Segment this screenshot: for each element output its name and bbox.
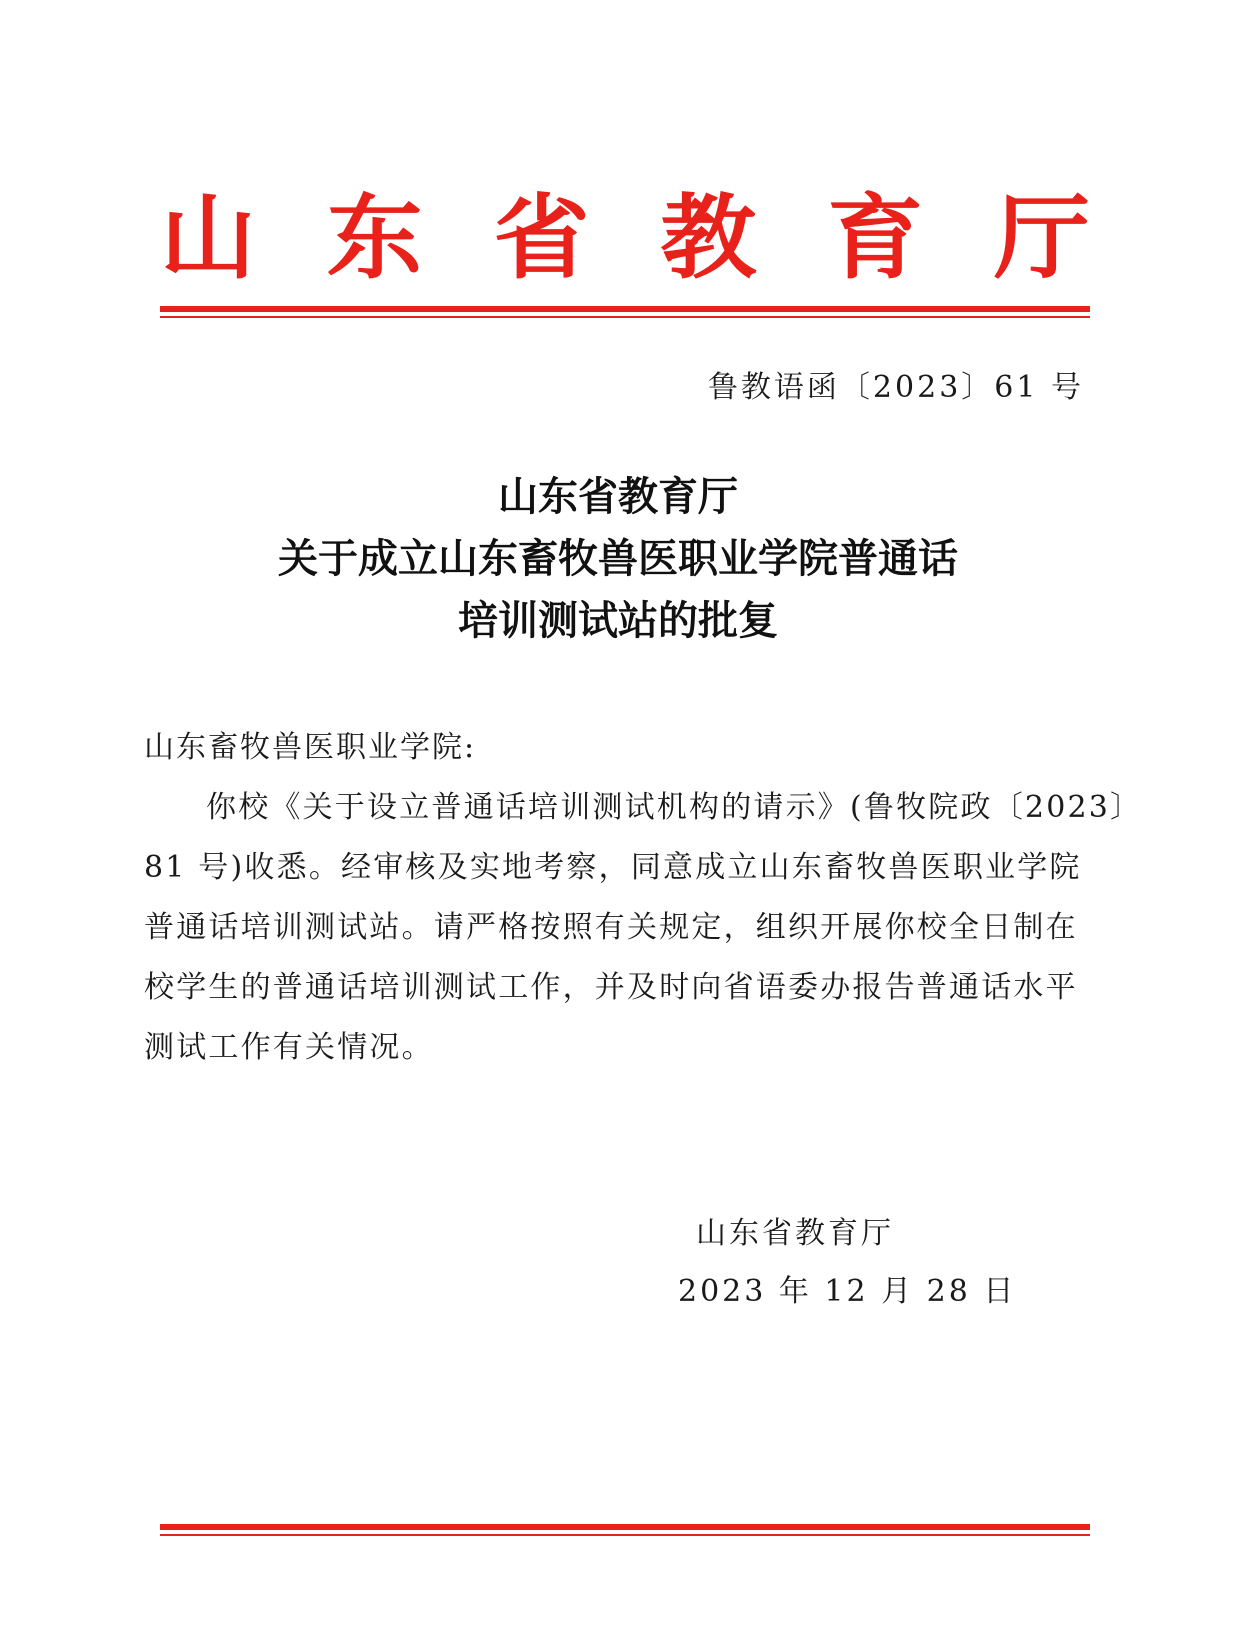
body-line-4: 校学生的普通话培训测试工作，并及时向省语委办报告普通话水平 bbox=[144, 970, 1078, 1005]
body-line-2: 81 号)收悉。经审核及实地考察，同意成立山东畜牧兽医职业学院 bbox=[144, 850, 1082, 885]
red-rule-thin bbox=[160, 316, 1090, 318]
addressee: 山东畜牧兽医职业学院: bbox=[144, 730, 477, 765]
document-title-line-3: 培训测试站的批复 bbox=[458, 597, 778, 644]
letterhead bbox=[160, 183, 1090, 292]
body-line-3: 普通话培训测试站。请严格按照有关规定，组织开展你校全日制在 bbox=[144, 910, 1078, 945]
body-line-1: 你校《关于设立普通话培训测试机构的请示》(鲁牧院政〔2023〕 bbox=[206, 790, 1143, 825]
red-rule-thin bbox=[160, 1534, 1090, 1536]
red-rule-thick bbox=[160, 1524, 1090, 1530]
footer-red-rule bbox=[160, 1524, 1090, 1540]
letterhead-char: 山 bbox=[160, 183, 256, 292]
letterhead-char: 厅 bbox=[993, 183, 1090, 292]
signature-date: 2023 年 12 月 28 日 bbox=[678, 1274, 1017, 1309]
document-number: 鲁教语函〔2023〕61 号 bbox=[707, 370, 1084, 405]
letterhead-red-rule bbox=[160, 306, 1090, 322]
letterhead-char: 育 bbox=[827, 183, 924, 292]
signature-organization: 山东省教育厅 bbox=[696, 1216, 894, 1251]
letterhead-char: 教 bbox=[660, 183, 757, 292]
letterhead-char: 省 bbox=[493, 183, 590, 292]
body-line-5: 测试工作有关情况。 bbox=[144, 1030, 434, 1065]
letterhead-char: 东 bbox=[326, 183, 423, 292]
document-title-line-1: 山东省教育厅 bbox=[498, 473, 738, 520]
document-title-line-2: 关于成立山东畜牧兽医职业学院普通话 bbox=[278, 535, 958, 582]
red-rule-thick bbox=[160, 306, 1090, 312]
